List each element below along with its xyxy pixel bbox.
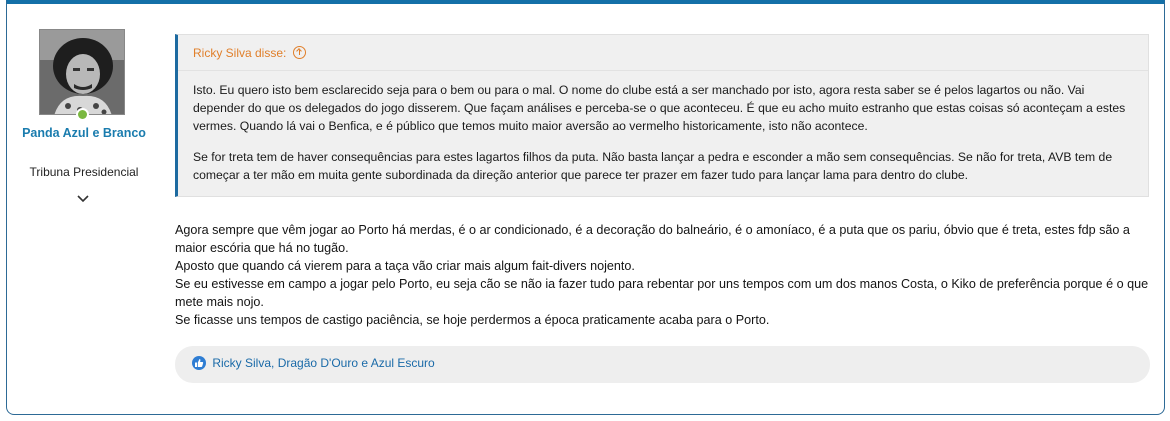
quote-block [175,34,1149,197]
post-message [175,221,1155,329]
avatar[interactable] [39,29,125,115]
arrow-up-circle-icon[interactable] [293,46,306,59]
quote-paragraph: Isto. Eu quero isto bem esclarecido seja para o bem ou para o mal. O nome do clube está a ser manchado por isto, agora resta saber se é pelos lagartos ou não. Vai depender do que os delegados do jogo disserem. Que façam análises e perceba-se o que aconteceu. É que eu acho muito estranho que estas coisas só aconteçam a estes vermes. Quando lá vai o Benfica, e é público que temos muito maior aversão ao vermelho historicamente, isto não acontece. [193,83,1126,133]
message-line: Agora sempre que vêm jogar ao Porto há merdas, é o ar condicionado, é a decoração do balneário, é o amoníaco, é a puta que os pariu, óbvio que é treta, estes fdp são a maior escória que há no tugão. [175,223,1130,255]
reactions-bar [175,346,1150,383]
quote-attribution[interactable]: Ricky Silva disse: [193,46,287,60]
chevron-down-icon[interactable] [76,194,90,204]
message-line: Aposto que quando cá vierem para a taça vão criar mais algum fait-divers nojento. [175,259,635,273]
post-container [6,0,1165,415]
quote-content [178,70,1148,184]
author-title: Tribuna Presidencial [29,165,139,179]
like-icon [192,356,206,370]
quote-attribution-link[interactable] [178,35,1148,70]
message-line: Se ficasse uns tempos de castigo paciência, se hoje perdermos a época praticamente acaba para o Porto. [175,313,770,327]
reactions-list[interactable]: Ricky Silva, Dragão D'Ouro e Azul Escuro [212,356,435,370]
online-status-icon [76,108,89,121]
message-line: Se eu estivesse em campo a jogar pelo Porto, eu seja cão se não ia fazer tudo para rebentar por uns tempos com um dos manos Costa, o Kiko de preferência porque é o que mete mais nojo. [175,277,1149,309]
quote-paragraph: Se for treta tem de haver consequências para estes lagartos filhos da puta. Não basta lançar a pedra e esconder a mão sem consequências. Se não for treta, AVB tem de começar a ter mão em muita gente subordinada da direção anterior que parece ter prazer em fazer tudo para lançar lama para dentro do clube. [193,150,1113,182]
author-name[interactable]: Panda Azul e Branco [22,126,146,140]
